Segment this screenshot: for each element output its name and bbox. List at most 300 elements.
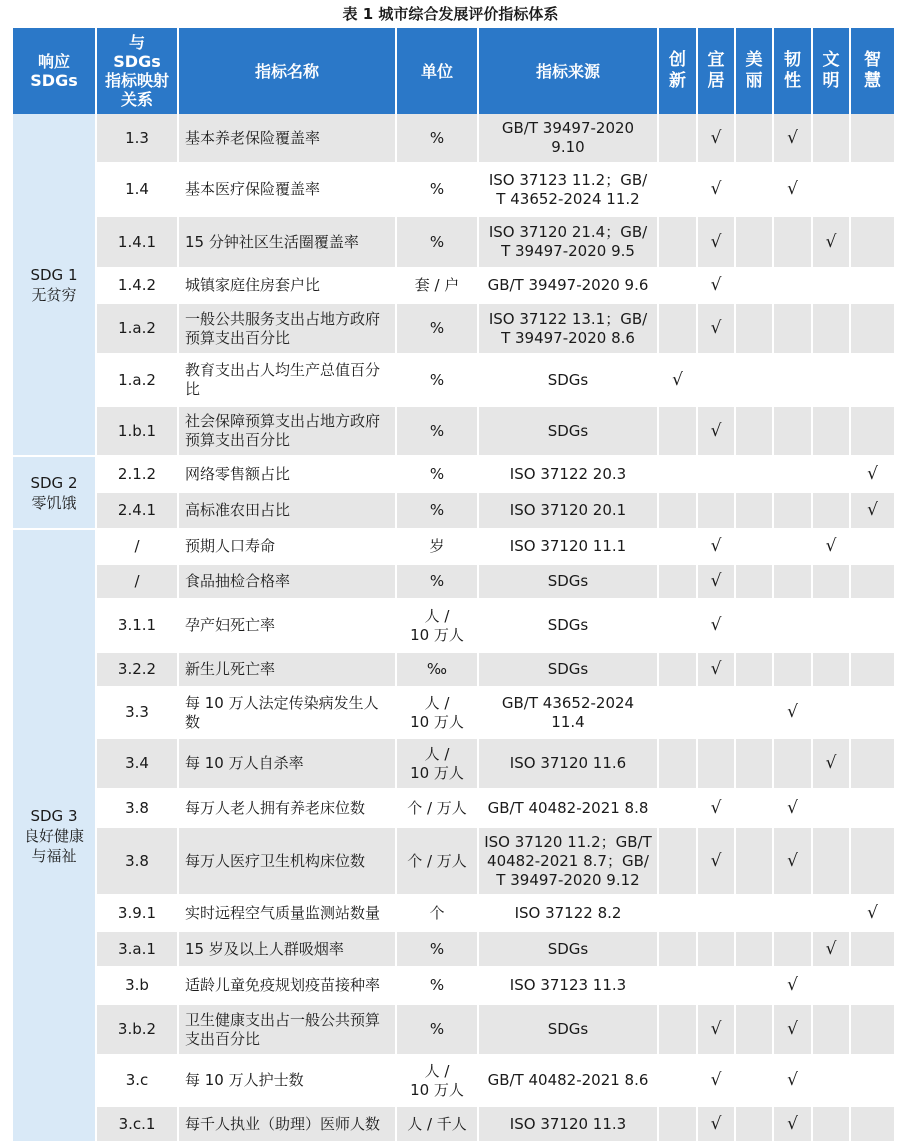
source-cell: ISO 37122 8.2 (479, 896, 659, 932)
mapping-code-cell: 1.a.2 (97, 355, 179, 407)
check-cell-resilient (774, 304, 813, 355)
header-innovation-text: 创 新 (669, 50, 686, 91)
source-cell: SDGs (479, 1005, 659, 1056)
check-cell-civilized (813, 828, 851, 896)
check-cell-innovation (659, 1056, 698, 1107)
check-cell-smart (851, 114, 896, 164)
check-cell-livable (698, 304, 736, 355)
check-cell-resilient (774, 407, 813, 457)
check-cell-livable (698, 493, 736, 530)
mapping-code-cell: 1.3 (97, 114, 179, 164)
check-cell-innovation (659, 739, 698, 790)
unit-cell: 个 / 万人 (397, 790, 479, 828)
check-mark-icon: √ (710, 1113, 722, 1134)
unit-cell: 人 / 千人 (397, 1107, 479, 1143)
check-cell-beautiful (736, 790, 774, 828)
check-cell-civilized (813, 493, 851, 530)
mapping-code-cell: / (97, 530, 179, 565)
check-cell-civilized (813, 790, 851, 828)
check-mark-icon: √ (825, 938, 837, 959)
mapping-code-cell: 1.4 (97, 164, 179, 217)
unit-cell: 个 (397, 896, 479, 932)
mapping-code-cell: 1.b.1 (97, 407, 179, 457)
check-cell-beautiful (736, 896, 774, 932)
check-cell-beautiful (736, 217, 774, 269)
header-innovation (659, 28, 698, 114)
check-mark-icon: √ (787, 1070, 798, 1090)
check-cell-smart (851, 600, 896, 653)
check-cell-beautiful (736, 407, 774, 457)
sdg-goal-cell: SDG 3 良好健康 与福祉 (13, 530, 97, 1143)
mapping-code-cell: 3.b (97, 968, 179, 1005)
check-cell-beautiful (736, 457, 774, 493)
source-cell: GB/T 39497-2020 9.10 (479, 114, 659, 164)
check-cell-beautiful (736, 739, 774, 790)
indicator-name-cell: 基本养老保险覆盖率 (179, 114, 397, 164)
header-sdg-text: 响应 SDGs (30, 52, 78, 90)
source-cell: SDGs (479, 653, 659, 688)
check-cell-livable (698, 739, 736, 790)
unit-cell: % (397, 457, 479, 493)
table-row (13, 1107, 896, 1143)
indicator-name-cell: 15 分钟社区生活圈覆盖率 (179, 217, 397, 269)
check-cell-civilized (813, 600, 851, 653)
check-cell-livable (698, 1107, 736, 1143)
check-cell-innovation (659, 269, 698, 304)
check-mark-icon: √ (710, 420, 722, 441)
check-mark-icon: √ (787, 1113, 798, 1134)
check-mark-icon: √ (825, 231, 837, 252)
indicator-name-cell: 每 10 万人自杀率 (179, 739, 397, 790)
sdg-goal-cell: SDG 1 无贫穷 (13, 114, 97, 457)
table-row (13, 114, 896, 164)
check-cell-civilized (813, 653, 851, 688)
check-cell-civilized (813, 565, 851, 600)
indicator-name-cell: 卫生健康支出占一般公共预算 支出百分比 (179, 1005, 397, 1056)
check-cell-livable (698, 1005, 736, 1056)
check-cell-resilient (774, 565, 813, 600)
indicator-name-cell: 每万人老人拥有养老床位数 (179, 790, 397, 828)
check-mark-icon: √ (710, 659, 722, 679)
header-smart (851, 28, 896, 114)
check-cell-resilient (774, 790, 813, 828)
check-mark-icon: √ (710, 318, 722, 338)
header-row (13, 28, 896, 114)
check-cell-beautiful (736, 493, 774, 530)
table-row (13, 688, 896, 739)
check-cell-smart (851, 530, 896, 565)
check-cell-beautiful (736, 530, 774, 565)
check-cell-resilient (774, 932, 813, 968)
unit-cell: 人 / 10 万人 (397, 688, 479, 739)
check-cell-livable (698, 530, 736, 565)
source-cell: GB/T 43652-2024 11.4 (479, 688, 659, 739)
check-cell-beautiful (736, 304, 774, 355)
source-cell: ISO 37120 11.6 (479, 739, 659, 790)
check-mark-icon: √ (867, 500, 878, 520)
source-cell: GB/T 40482-2021 8.8 (479, 790, 659, 828)
check-mark-icon: √ (867, 463, 878, 484)
check-mark-icon: √ (710, 571, 722, 591)
check-cell-resilient (774, 968, 813, 1005)
table-row (13, 355, 896, 407)
check-cell-livable (698, 932, 736, 968)
indicator-name-cell: 教育支出占人均生产总值百分 比 (179, 355, 397, 407)
unit-cell: % (397, 968, 479, 1005)
unit-cell: % (397, 217, 479, 269)
check-cell-smart (851, 217, 896, 269)
check-cell-innovation (659, 932, 698, 968)
check-cell-resilient (774, 114, 813, 164)
check-cell-civilized (813, 164, 851, 217)
check-cell-livable (698, 565, 736, 600)
check-cell-smart (851, 407, 896, 457)
check-cell-civilized (813, 688, 851, 739)
check-cell-beautiful (736, 968, 774, 1005)
mapping-code-cell: 2.1.2 (97, 457, 179, 493)
check-cell-smart (851, 1056, 896, 1107)
header-resilient (774, 28, 813, 114)
check-mark-icon: √ (710, 275, 722, 295)
indicator-name-cell: 高标准农田占比 (179, 493, 397, 530)
check-cell-resilient (774, 828, 813, 896)
check-cell-smart (851, 688, 896, 739)
check-cell-resilient (774, 688, 813, 739)
check-mark-icon: √ (710, 179, 722, 199)
source-cell: ISO 37120 20.1 (479, 493, 659, 530)
check-cell-livable (698, 828, 736, 896)
mapping-code-cell: / (97, 565, 179, 600)
check-mark-icon: √ (710, 1070, 722, 1090)
check-cell-smart (851, 565, 896, 600)
check-cell-livable (698, 407, 736, 457)
check-mark-icon: √ (787, 179, 798, 199)
header-sdg (13, 28, 97, 114)
check-cell-innovation (659, 828, 698, 896)
check-cell-resilient (774, 653, 813, 688)
table-row (13, 968, 896, 1005)
table-row (13, 828, 896, 896)
check-mark-icon: √ (867, 902, 878, 923)
check-cell-smart (851, 790, 896, 828)
mapping-code-cell: 2.4.1 (97, 493, 179, 530)
table-row (13, 457, 896, 493)
unit-cell: % (397, 114, 479, 164)
mapping-code-cell: 3.9.1 (97, 896, 179, 932)
check-cell-livable (698, 968, 736, 1005)
check-cell-livable (698, 269, 736, 304)
unit-cell: 人 / 10 万人 (397, 1056, 479, 1107)
check-cell-civilized (813, 407, 851, 457)
header-civilized (813, 28, 851, 114)
check-cell-livable (698, 600, 736, 653)
check-mark-icon: √ (710, 231, 722, 252)
check-cell-smart (851, 164, 896, 217)
check-cell-civilized (813, 968, 851, 1005)
check-cell-innovation (659, 968, 698, 1005)
unit-cell: % (397, 1005, 479, 1056)
source-cell: ISO 37120 11.1 (479, 530, 659, 565)
table-row (13, 1056, 896, 1107)
mapping-code-cell: 3.1.1 (97, 600, 179, 653)
header-smart-text: 智 慧 (864, 50, 881, 91)
check-cell-innovation (659, 217, 698, 269)
mapping-code-cell: 3.a.1 (97, 932, 179, 968)
mapping-code-cell: 1.a.2 (97, 304, 179, 355)
indicator-name-cell: 城镇家庭住房套户比 (179, 269, 397, 304)
indicator-table (13, 28, 896, 1143)
check-cell-civilized (813, 355, 851, 407)
indicator-name-cell: 预期人口寿命 (179, 530, 397, 565)
check-cell-livable (698, 688, 736, 739)
unit-cell: 个 / 万人 (397, 828, 479, 896)
check-mark-icon: √ (787, 797, 798, 818)
source-cell: SDGs (479, 932, 659, 968)
check-mark-icon: √ (710, 850, 722, 871)
check-cell-smart (851, 932, 896, 968)
check-cell-innovation (659, 1005, 698, 1056)
check-cell-beautiful (736, 1005, 774, 1056)
indicator-name-cell: 新生儿死亡率 (179, 653, 397, 688)
check-cell-smart (851, 457, 896, 493)
check-cell-smart (851, 493, 896, 530)
source-cell: ISO 37122 13.1；GB/ T 39497-2020 8.6 (479, 304, 659, 355)
check-cell-civilized (813, 457, 851, 493)
header-source: 指标来源 (479, 28, 659, 114)
check-cell-smart (851, 828, 896, 896)
check-cell-civilized (813, 1056, 851, 1107)
header-livable-text: 宜 居 (707, 50, 725, 91)
unit-cell: % (397, 407, 479, 457)
table-row (13, 530, 896, 565)
check-cell-livable (698, 164, 736, 217)
table-row (13, 164, 896, 217)
source-cell: ISO 37120 11.2；GB/T 40482-2021 8.7；GB/ T 39497-2020 9.12 (479, 828, 659, 896)
table-title: 表 1 城市综合发展评价指标体系 (342, 5, 559, 23)
mapping-code-cell: 3.2.2 (97, 653, 179, 688)
unit-cell: ‰ (397, 653, 479, 688)
check-cell-civilized (813, 217, 851, 269)
check-cell-innovation (659, 653, 698, 688)
check-cell-resilient (774, 217, 813, 269)
check-cell-resilient (774, 896, 813, 932)
check-cell-livable (698, 896, 736, 932)
indicator-name-cell: 实时远程空气质量监测站数量 (179, 896, 397, 932)
unit-cell: % (397, 304, 479, 355)
table-row (13, 896, 896, 932)
unit-cell: % (397, 164, 479, 217)
mapping-code-cell: 3.c.1 (97, 1107, 179, 1143)
check-cell-innovation (659, 530, 698, 565)
check-cell-beautiful (736, 565, 774, 600)
source-cell: ISO 37120 21.4；GB/ T 39497-2020 9.5 (479, 217, 659, 269)
header-resilient-text: 韧 性 (784, 50, 801, 91)
table-row (13, 1005, 896, 1056)
check-mark-icon: √ (787, 702, 798, 722)
source-cell: ISO 37123 11.2；GB/ T 43652-2024 11.2 (479, 164, 659, 217)
indicator-name-cell: 一般公共服务支出占地方政府 预算支出百分比 (179, 304, 397, 355)
indicator-name-cell: 适龄儿童免疫规划疫苗接种率 (179, 968, 397, 1005)
source-cell: SDGs (479, 355, 659, 407)
check-cell-civilized (813, 1005, 851, 1056)
check-cell-civilized (813, 1107, 851, 1143)
indicator-name-cell: 基本医疗保险覆盖率 (179, 164, 397, 217)
indicator-name-cell: 网络零售额占比 (179, 457, 397, 493)
mapping-code-cell: 3.8 (97, 790, 179, 828)
check-cell-livable (698, 1056, 736, 1107)
check-cell-beautiful (736, 600, 774, 653)
check-cell-livable (698, 790, 736, 828)
table-row (13, 493, 896, 530)
check-cell-livable (698, 217, 736, 269)
check-cell-civilized (813, 896, 851, 932)
table-row (13, 269, 896, 304)
table-row (13, 932, 896, 968)
check-cell-livable (698, 653, 736, 688)
check-mark-icon: √ (825, 753, 837, 773)
check-mark-icon: √ (672, 369, 683, 390)
check-cell-smart (851, 653, 896, 688)
indicator-name-cell: 孕产妇死亡率 (179, 600, 397, 653)
check-cell-resilient (774, 493, 813, 530)
check-cell-smart (851, 355, 896, 407)
check-cell-innovation (659, 457, 698, 493)
check-cell-beautiful (736, 688, 774, 739)
check-cell-beautiful (736, 932, 774, 968)
check-cell-resilient (774, 739, 813, 790)
unit-cell: % (397, 932, 479, 968)
check-cell-civilized (813, 530, 851, 565)
check-mark-icon: √ (825, 536, 837, 556)
source-cell: SDGs (479, 600, 659, 653)
check-cell-innovation (659, 114, 698, 164)
check-cell-smart (851, 1005, 896, 1056)
check-cell-resilient (774, 1107, 813, 1143)
sdg-goal-cell: SDG 2 零饥饿 (13, 457, 97, 530)
mapping-code-cell: 3.3 (97, 688, 179, 739)
unit-cell: 人 / 10 万人 (397, 739, 479, 790)
table-row (13, 217, 896, 269)
check-cell-beautiful (736, 1107, 774, 1143)
indicator-name-cell: 社会保障预算支出占地方政府 预算支出百分比 (179, 407, 397, 457)
check-cell-innovation (659, 355, 698, 407)
check-mark-icon: √ (710, 797, 722, 818)
mapping-code-cell: 3.c (97, 1056, 179, 1107)
check-cell-resilient (774, 164, 813, 217)
source-cell: SDGs (479, 565, 659, 600)
check-cell-livable (698, 114, 736, 164)
check-cell-innovation (659, 493, 698, 530)
check-cell-resilient (774, 600, 813, 653)
check-cell-beautiful (736, 269, 774, 304)
check-cell-resilient (774, 355, 813, 407)
mapping-code-cell: 3.b.2 (97, 1005, 179, 1056)
check-cell-innovation (659, 304, 698, 355)
check-cell-innovation (659, 600, 698, 653)
check-cell-civilized (813, 739, 851, 790)
unit-cell: % (397, 565, 479, 600)
check-cell-resilient (774, 1056, 813, 1107)
source-cell: SDGs (479, 407, 659, 457)
check-cell-resilient (774, 530, 813, 565)
check-cell-civilized (813, 932, 851, 968)
check-mark-icon: √ (787, 975, 798, 995)
indicator-name-cell: 食品抽检合格率 (179, 565, 397, 600)
check-cell-innovation (659, 790, 698, 828)
unit-cell: 岁 (397, 530, 479, 565)
mapping-code-cell: 1.4.2 (97, 269, 179, 304)
header-civilized-text: 文 明 (822, 50, 840, 91)
check-cell-innovation (659, 688, 698, 739)
source-cell: ISO 37120 11.3 (479, 1107, 659, 1143)
check-mark-icon: √ (710, 127, 722, 148)
header-livable (698, 28, 736, 114)
header-name: 指标名称 (179, 28, 397, 114)
check-cell-innovation (659, 1107, 698, 1143)
check-cell-civilized (813, 304, 851, 355)
table-row (13, 653, 896, 688)
check-cell-smart (851, 896, 896, 932)
mapping-code-cell: 3.8 (97, 828, 179, 896)
indicator-name-cell: 每千人执业（助理）医师人数 (179, 1107, 397, 1143)
check-cell-beautiful (736, 114, 774, 164)
check-cell-smart (851, 739, 896, 790)
check-cell-innovation (659, 565, 698, 600)
check-cell-beautiful (736, 1056, 774, 1107)
check-cell-smart (851, 304, 896, 355)
unit-cell: 套 / 户 (397, 269, 479, 304)
check-cell-innovation (659, 896, 698, 932)
check-mark-icon: √ (710, 615, 722, 635)
check-mark-icon: √ (787, 1019, 798, 1039)
check-mark-icon: √ (787, 850, 798, 871)
unit-cell: 人 / 10 万人 (397, 600, 479, 653)
check-cell-resilient (774, 457, 813, 493)
check-cell-livable (698, 457, 736, 493)
indicator-name-cell: 每 10 万人护士数 (179, 1056, 397, 1107)
check-cell-beautiful (736, 828, 774, 896)
indicator-name-cell: 每 10 万人法定传染病发生人 数 (179, 688, 397, 739)
header-unit: 单位 (397, 28, 479, 114)
check-cell-innovation (659, 164, 698, 217)
indicator-name-cell: 每万人医疗卫生机构床位数 (179, 828, 397, 896)
unit-cell: % (397, 355, 479, 407)
source-cell: GB/T 39497-2020 9.6 (479, 269, 659, 304)
check-cell-resilient (774, 269, 813, 304)
unit-cell: % (397, 493, 479, 530)
check-cell-smart (851, 968, 896, 1005)
source-cell: ISO 37122 20.3 (479, 457, 659, 493)
check-cell-livable (698, 355, 736, 407)
header-beautiful (736, 28, 774, 114)
table-row (13, 565, 896, 600)
table-row (13, 739, 896, 790)
header-mapping (97, 28, 179, 114)
check-cell-beautiful (736, 355, 774, 407)
check-cell-civilized (813, 114, 851, 164)
check-cell-innovation (659, 407, 698, 457)
check-mark-icon: √ (710, 1019, 722, 1039)
check-cell-civilized (813, 269, 851, 304)
check-mark-icon: √ (710, 536, 722, 556)
mapping-code-cell: 3.4 (97, 739, 179, 790)
check-mark-icon: √ (787, 127, 798, 148)
check-cell-smart (851, 269, 896, 304)
mapping-code-cell: 1.4.1 (97, 217, 179, 269)
indicator-name-cell: 15 岁及以上人群吸烟率 (179, 932, 397, 968)
check-cell-beautiful (736, 164, 774, 217)
check-cell-resilient (774, 1005, 813, 1056)
